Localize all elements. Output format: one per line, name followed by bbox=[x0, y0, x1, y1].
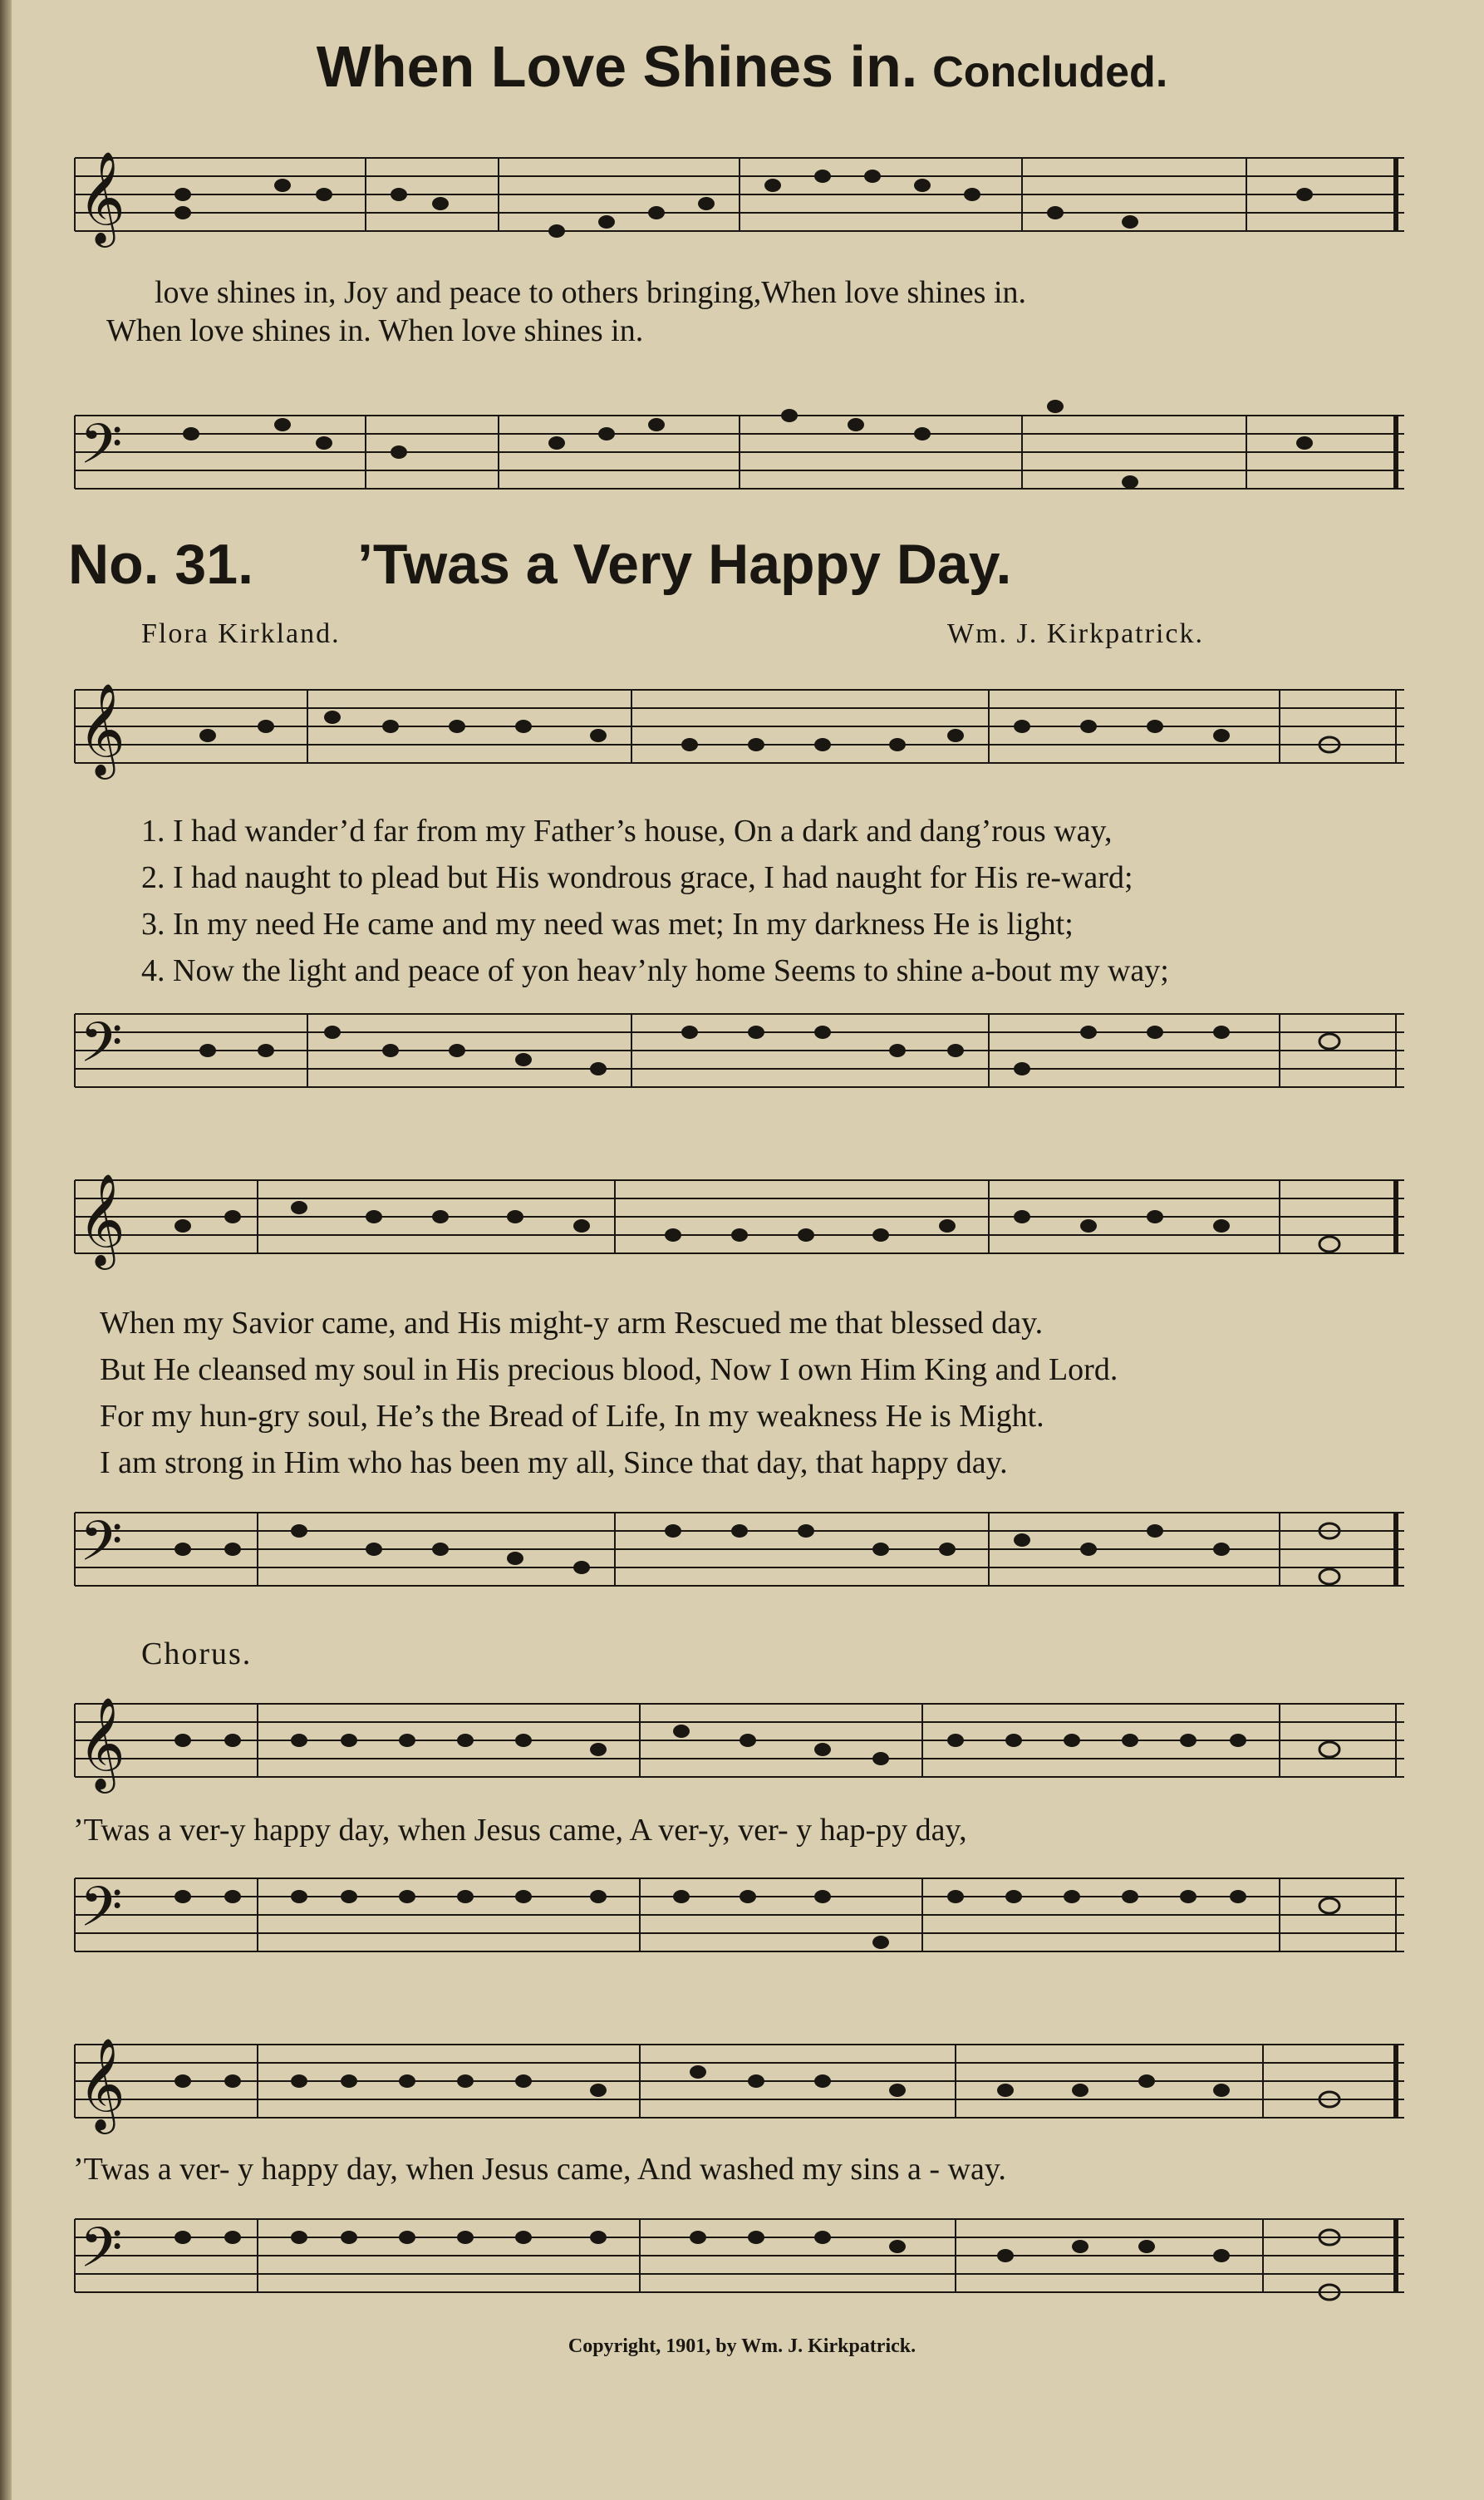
chorus-1-bass-staff bbox=[58, 1853, 1404, 1986]
lyricist-credit: Flora Kirkland. bbox=[141, 618, 341, 649]
verse-3-line-a: 3. In my need He came and my need was met; In my darkness He is light; bbox=[141, 907, 1074, 942]
verse-2-line-b: But He cleansed my soul in His precious blood, Now I own Him King and Lord. bbox=[100, 1352, 1118, 1387]
svg-text:𝄞: 𝄞 bbox=[78, 1173, 125, 1266]
verse-1-line-b: When my Savior came, and His might-y arm Rescued me that blessed day. bbox=[100, 1306, 1044, 1341]
concluded-label: Concluded. bbox=[932, 48, 1168, 96]
composer-credit: Wm. J. Kirkpatrick. bbox=[947, 618, 1204, 649]
svg-text:𝄞: 𝄞 bbox=[78, 150, 125, 244]
svg-text:𝄞: 𝄞 bbox=[78, 682, 125, 775]
top-lyric-line-1: love shines in, Joy and peace to others bringing,When love shines in. bbox=[155, 275, 1027, 310]
top-treble-staff bbox=[58, 133, 1404, 274]
chorus-lyric-line-1: ’Twas a ver-y happy day, when Jesus came, A ver-y, ver- y hap-py day, bbox=[73, 1813, 967, 1848]
chorus-1-treble-staff bbox=[58, 1671, 1404, 1820]
continued-song-title bbox=[0, 33, 1484, 100]
song-number: No. 31. bbox=[68, 533, 253, 596]
system-1-treble-staff bbox=[58, 665, 1404, 814]
svg-text:𝄢: 𝄢 bbox=[80, 412, 123, 490]
verse-4-line-a: 4. Now the light and peace of yon heav’nly home Seems to shine a-bout my way; bbox=[141, 953, 1169, 988]
verse-2-line-a: 2. I had naught to plead but His wondrous grace, I had naught for His re-ward; bbox=[141, 860, 1133, 895]
top-bass-staff bbox=[58, 357, 1404, 524]
system-2-treble-staff bbox=[58, 1155, 1404, 1305]
svg-text:𝄢: 𝄢 bbox=[80, 2216, 123, 2293]
svg-text:𝄢: 𝄢 bbox=[80, 1875, 123, 1952]
chorus-lyric-line-2: ’Twas a ver- y happy day, when Jesus came, And washed my sins a - way. bbox=[73, 2152, 1006, 2187]
verse-1-line-a: 1. I had wander’d far from my Father’s house, On a dark and dang’rous way, bbox=[141, 814, 1113, 849]
svg-text:𝄢: 𝄢 bbox=[80, 1011, 123, 1088]
system-2-bass-staff bbox=[58, 1488, 1404, 1629]
song-title: ’Twas a Very Happy Day. bbox=[357, 533, 1012, 596]
page-binding-edge bbox=[0, 0, 12, 2500]
copyright-notice: Copyright, 1901, by Wm. J. Kirkpatrick. bbox=[568, 2335, 916, 2357]
verse-3-line-b: For my hun-gry soul, He’s the Bread of Life, In my weakness He is Might. bbox=[100, 1399, 1044, 1434]
top-lyric-line-2: When love shines in. When love shines in. bbox=[106, 313, 644, 348]
svg-text:𝄢: 𝄢 bbox=[80, 1509, 123, 1587]
svg-text:𝄞: 𝄞 bbox=[78, 2037, 125, 2130]
chorus-2-bass-staff bbox=[58, 2194, 1404, 2327]
svg-text:𝄞: 𝄞 bbox=[78, 1696, 125, 1789]
verse-4-line-b: I am strong in Him who has been my all, Since that day, that happy day. bbox=[100, 1445, 1008, 1480]
system-1-bass-staff bbox=[58, 989, 1404, 1114]
chorus-label: Chorus. bbox=[141, 1636, 253, 1671]
chorus-2-treble-staff bbox=[58, 2011, 1404, 2153]
continued-song-title-text: When Love Shines in. bbox=[316, 34, 918, 99]
